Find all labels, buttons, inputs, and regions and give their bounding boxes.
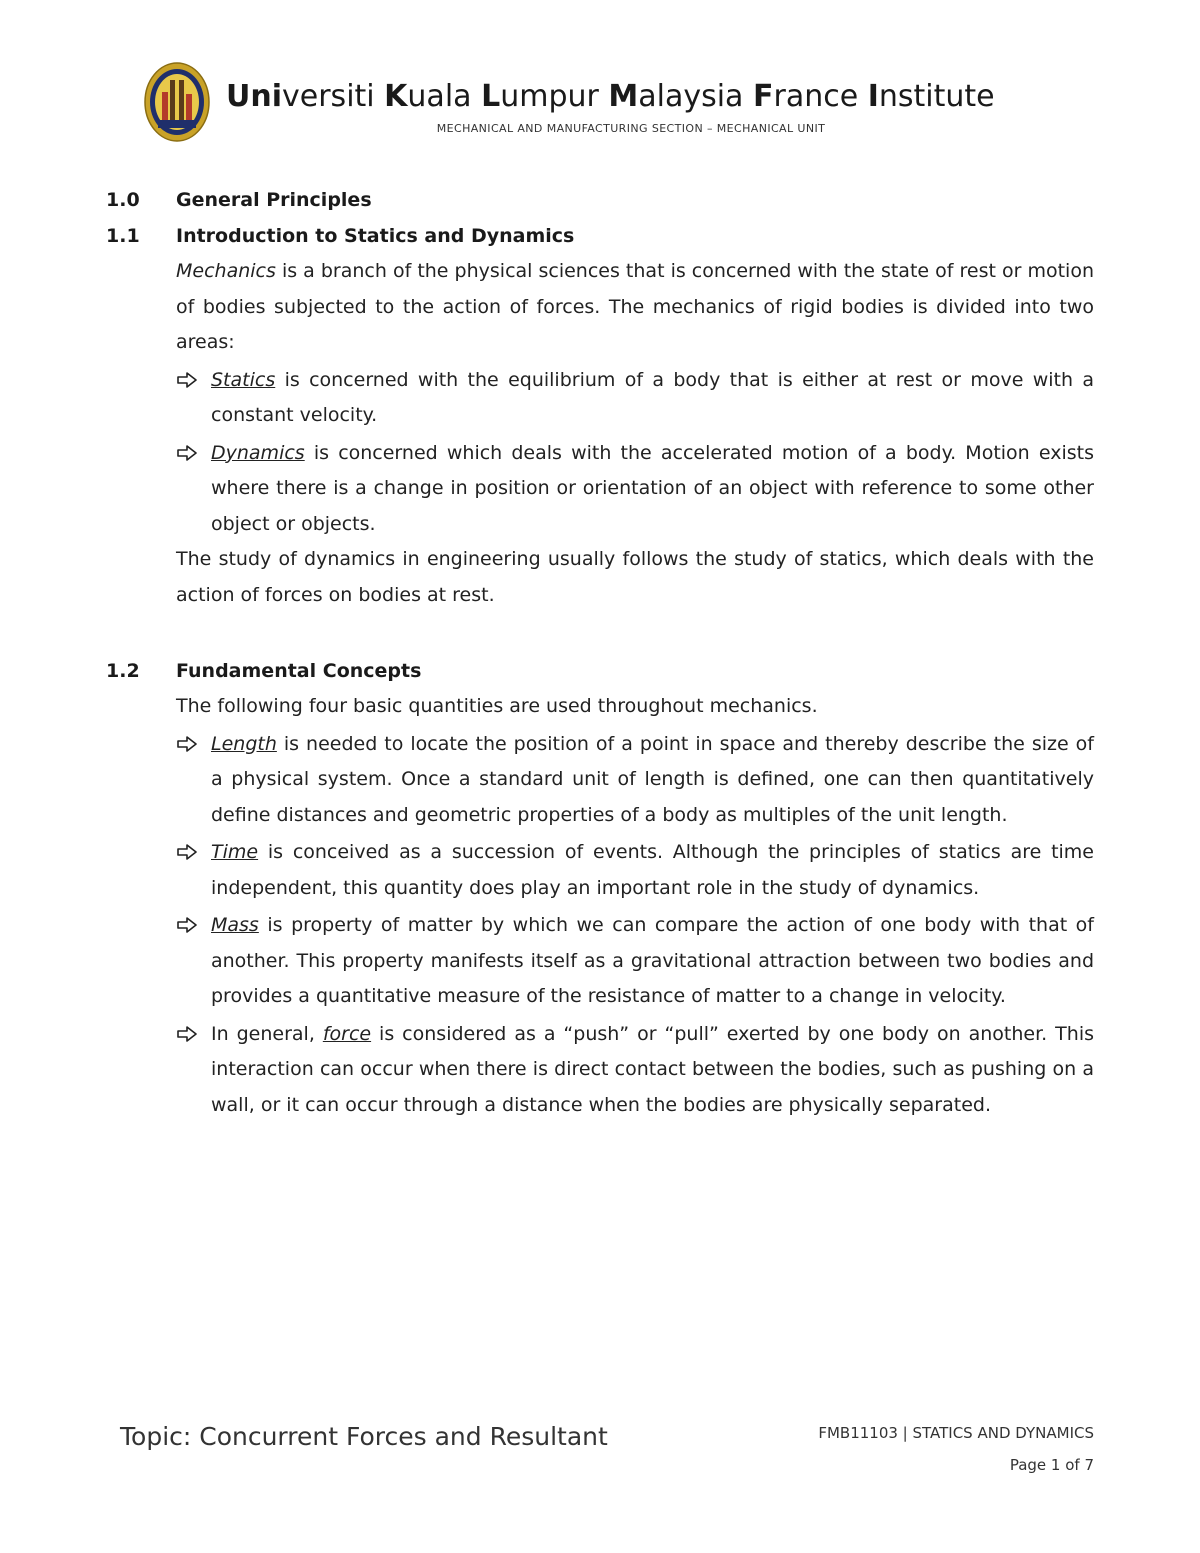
- footer-topic: Topic: Concurrent Forces and Resultant: [120, 1422, 608, 1451]
- title-rest: uala: [407, 79, 482, 114]
- bullet-text: is needed to locate the position of a point in space and thereby describe the size of a physical system. Once a standard unit of length is defined, one can then quantitatively define distances and geometric properties of a body as multiples of the unit length.: [211, 732, 1094, 826]
- university-name: [226, 78, 1126, 116]
- list-item: [176, 908, 1094, 1015]
- closing-paragraph: The study of dynamics in engineering usually follows the study of statics, which deals with the action of forces on bodies at rest.: [176, 548, 1094, 606]
- term-mechanics: Mechanics: [176, 260, 276, 282]
- title-rest: versiti: [282, 79, 385, 114]
- title-rest: rance: [773, 79, 868, 114]
- bullet-text: is property of matter by which we can compare the action of one body with that of another. This property manifests itself as a gravitational attraction between two bodies and provides a quantitative measure of the resistance of matter to a change in velocity.: [211, 914, 1094, 1007]
- heading-1-1: [106, 218, 1094, 254]
- heading-title: General Principles: [176, 189, 372, 211]
- title-initial: K: [384, 79, 408, 114]
- concepts-intro: The following four basic quantities are used throughout mechanics.: [176, 695, 818, 717]
- university-logo: [144, 62, 210, 142]
- right-arrow-icon: [176, 1026, 198, 1042]
- bullet-list-quantities: [176, 727, 1094, 1124]
- term-statics: Statics: [211, 368, 276, 391]
- heading-1-0: [106, 182, 1094, 218]
- title-rest: umpur: [500, 79, 609, 114]
- intro-text: is a branch of the physical sciences that is concerned with the state of rest or motion of bodies subjected to the action of forces. The mechanics of rigid bodies is divided into two areas:: [176, 260, 1094, 353]
- right-arrow-icon: [176, 844, 198, 860]
- document-body: [106, 182, 1094, 1123]
- right-arrow-icon: [176, 445, 198, 461]
- term-length: Length: [211, 732, 277, 755]
- right-arrow-icon: [176, 372, 198, 388]
- title-initial: L: [481, 79, 501, 114]
- heading-number: 1.1: [106, 225, 140, 247]
- title-initial: I: [867, 79, 879, 114]
- heading-title: Fundamental Concepts: [176, 660, 422, 682]
- bullet-text: is concerned which deals with the accelerated motion of a body. Motion exists where there is a change in position or orientation of an object with reference to some other object or objects.: [211, 441, 1094, 535]
- title-rest: nstitute: [878, 79, 995, 114]
- footer-course-code: FMB11103 | STATICS AND DYNAMICS: [818, 1424, 1094, 1442]
- right-arrow-icon: [176, 736, 198, 752]
- list-item: [176, 727, 1094, 834]
- right-arrow-icon: [176, 917, 198, 933]
- term-mass: Mass: [211, 914, 259, 936]
- term-time: Time: [211, 841, 259, 863]
- page-number: Page 1 of 7: [1009, 1456, 1094, 1474]
- title-initial: F: [752, 79, 774, 114]
- heading-number: 1.2: [106, 660, 140, 682]
- bullet-text: is considered as a “push” or “pull” exerted by one body on another. This interaction can occur when there is direct contact between the bodies, such as pushing on a wall, or it can occur through a distance when the bodies are physically separated.: [211, 1022, 1095, 1116]
- term-dynamics: Dynamics: [211, 441, 305, 464]
- bullet-list-areas: [176, 363, 1094, 543]
- heading-1-2: [106, 653, 1094, 689]
- section-subtitle: MECHANICAL AND MANUFACTURING SECTION – MECHANICAL UNIT: [436, 122, 826, 135]
- term-force: force: [322, 1022, 372, 1045]
- heading-title: Introduction to Statics and Dynamics: [176, 225, 575, 247]
- list-item: [176, 363, 1094, 434]
- heading-number: 1.0: [106, 189, 140, 211]
- title-initial: M: [608, 79, 639, 114]
- title-rest: alaysia: [638, 79, 753, 114]
- intro-paragraph: [176, 254, 1094, 361]
- bullet-prefix: In general,: [211, 1022, 323, 1045]
- list-item: [176, 1017, 1094, 1124]
- bullet-text: is conceived as a succession of events. Although the principles of statics are time independent, this quantity does play an important role in the study of dynamics.: [211, 841, 1094, 899]
- list-item: [176, 835, 1094, 906]
- list-item: [176, 436, 1094, 543]
- title-initial: Uni: [226, 79, 283, 114]
- bullet-text: is concerned with the equilibrium of a body that is either at rest or move with a constant velocity.: [211, 368, 1094, 426]
